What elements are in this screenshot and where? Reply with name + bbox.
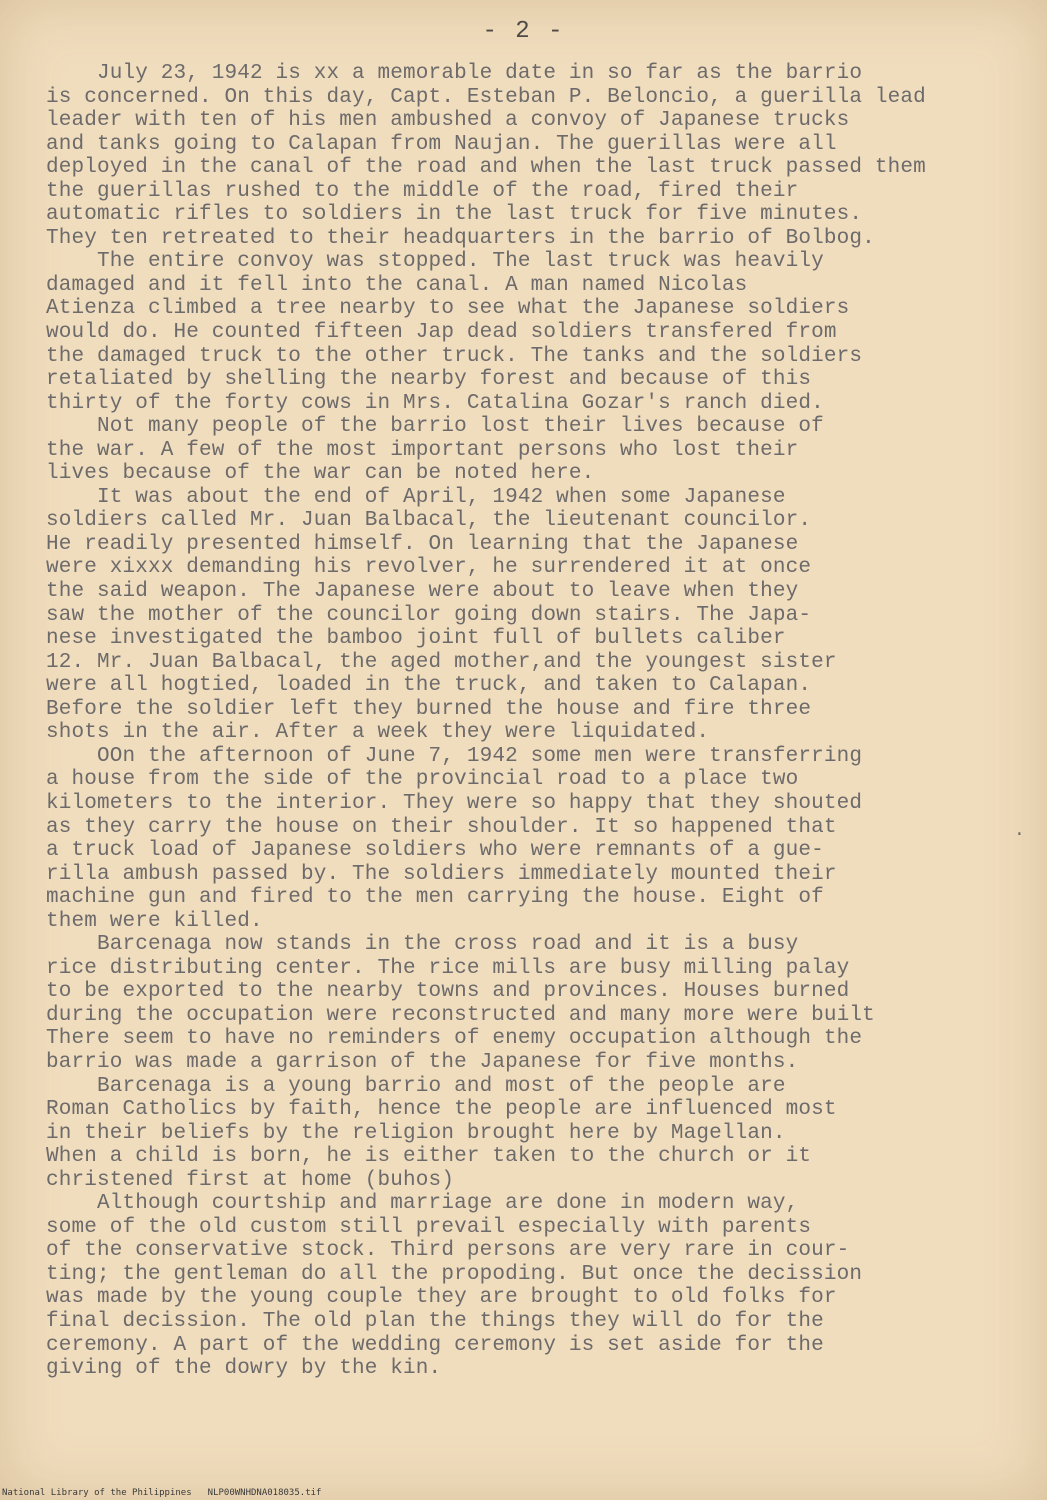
text-line: rilla ambush passed by. The soldiers immediately mounted their <box>46 862 837 886</box>
text-line: some of the old custom still prevail especially with parents <box>46 1215 812 1239</box>
text-line: and tanks going to Calapan from Naujan. The guerillas were all <box>46 132 837 156</box>
text-line: a truck load of Japanese soldiers who were remnants of a gue- <box>46 839 824 863</box>
text-line: final decission. The old plan the things they will do for the <box>46 1309 824 1333</box>
text-line: the damaged truck to the other truck. The tanks and the soldiers <box>46 344 863 368</box>
text-line: automatic rifles to soldiers in the last truck for five minutes. <box>46 203 863 227</box>
text-line: in their beliefs by the religion brought here by Magellan. <box>46 1121 786 1145</box>
text-line: rice distributing center. The rice mills are busy milling palay <box>46 956 850 980</box>
text-line: Roman Catholics by faith, hence the people are influenced most <box>46 1098 837 1122</box>
text-line: was made by the young couple they are brought to old folks for <box>46 1286 837 1310</box>
text-line: of the conservative stock. Third persons are very rare in cour- <box>46 1239 850 1263</box>
text-line: thirty of the forty cows in Mrs. Catalina Gozar's ranch died. <box>46 391 824 415</box>
text-line: barrio was made a garrison of the Japanese for five months. <box>46 1050 799 1074</box>
footer-institution: National Library of the Philippines <box>2 1488 192 1498</box>
text-line: machine gun and fired to the men carrying the house. Eight of <box>46 886 824 910</box>
text-line: the said weapon. The Japanese were about to leave when they <box>46 580 799 604</box>
footer-filename: NLP00WNHDNA018035.tif <box>207 1488 322 1498</box>
text-line: Atienza climbed a tree nearby to see what the Japanese soldiers <box>46 297 850 321</box>
text-line: ceremony. A part of the wedding ceremony is set aside for the <box>46 1333 824 1357</box>
page-number: - 2 - <box>482 18 565 45</box>
text-line: lives because of the war can be noted here. <box>46 462 595 486</box>
text-line: Before the soldier left they burned the house and fire three <box>46 697 812 721</box>
text-line: leader with ten of his men ambushed a convoy of Japanese trucks <box>46 109 850 133</box>
text-line: were all hogtied, loaded in the truck, and taken to Calapan. <box>46 674 812 698</box>
text-line: OOn the afternoon of June 7, 1942 some men were transferring <box>46 744 863 768</box>
text-line: July 23, 1942 is xx a memorable date in so far as the barrio <box>46 62 863 85</box>
scan-footer <box>2 1488 321 1498</box>
text-line: There seem to have no reminders of enemy occupation although the <box>46 1027 863 1051</box>
text-line: Although courtship and marriage are done in modern way, <box>46 1192 799 1216</box>
text-line: retaliated by shelling the nearby forest and because of this <box>46 368 812 392</box>
text-line: the guerillas rushed to the middle of the road, fired their <box>46 179 799 203</box>
text-line: He readily presented himself. On learning that the Japanese <box>46 532 799 556</box>
text-line: Barcenaga is a young barrio and most of the people are <box>46 1074 786 1098</box>
text-line: during the occupation were reconstructed and many more were built <box>46 1003 875 1027</box>
text-line: to be exported to the nearby towns and provinces. Houses burned <box>46 980 850 1004</box>
text-line: deployed in the canal of the road and when the last truck passed them <box>46 156 926 180</box>
margin-mark: . <box>1014 821 1025 841</box>
text-line: damaged and it fell into the canal. A man named Nicolas <box>46 273 748 297</box>
text-line: would do. He counted fifteen Jap dead soldiers transfered from <box>46 321 837 345</box>
text-line: Barcenaga now stands in the cross road and it is a busy <box>46 933 799 957</box>
text-line: ting; the gentleman do all the propoding. But once the decission <box>46 1262 863 1286</box>
text-line: as they carry the house on their shoulder. It so happened that <box>46 815 837 839</box>
text-line: the war. A few of the most important persons who lost their <box>46 438 799 462</box>
text-line: saw the mother of the councilor going down stairs. The Japa- <box>46 603 812 627</box>
text-line: When a child is born, he is either taken to the church or it <box>46 1145 812 1169</box>
text-line: were xixxx demanding his revolver, he surrendered it at once <box>46 556 812 580</box>
text-line: giving of the dowry by the kin. <box>46 1357 442 1381</box>
text-line: a house from the side of the provincial road to a place two <box>46 768 799 792</box>
text-line: Not many people of the barrio lost their lives because of <box>46 415 824 439</box>
text-line: is concerned. On this day, Capt. Esteban P. Beloncio, a guerilla lead <box>46 85 926 109</box>
text-line: nese investigated the bamboo joint full of bullets caliber <box>46 627 786 651</box>
text-line: kilometers to the interior. They were so happy that they shouted <box>46 791 863 815</box>
text-line: them were killed. <box>46 909 263 933</box>
text-line: It was about the end of April, 1942 when some Japanese <box>46 485 786 509</box>
text-line: The entire convoy was stopped. The last truck was heavily <box>46 250 824 274</box>
text-line: 12. Mr. Juan Balbacal, the aged mother,and the youngest sister <box>46 650 837 674</box>
text-line: soldiers called Mr. Juan Balbacal, the lieutenant councilor. <box>46 509 812 533</box>
document-body <box>46 62 1042 1381</box>
text-line: christened first at home (buhos) <box>46 1168 455 1192</box>
text-line: shots in the air. After a week they were liquidated. <box>46 721 710 745</box>
text-line: They ten retreated to their headquarters in the barrio of Bolbog. <box>46 226 875 250</box>
